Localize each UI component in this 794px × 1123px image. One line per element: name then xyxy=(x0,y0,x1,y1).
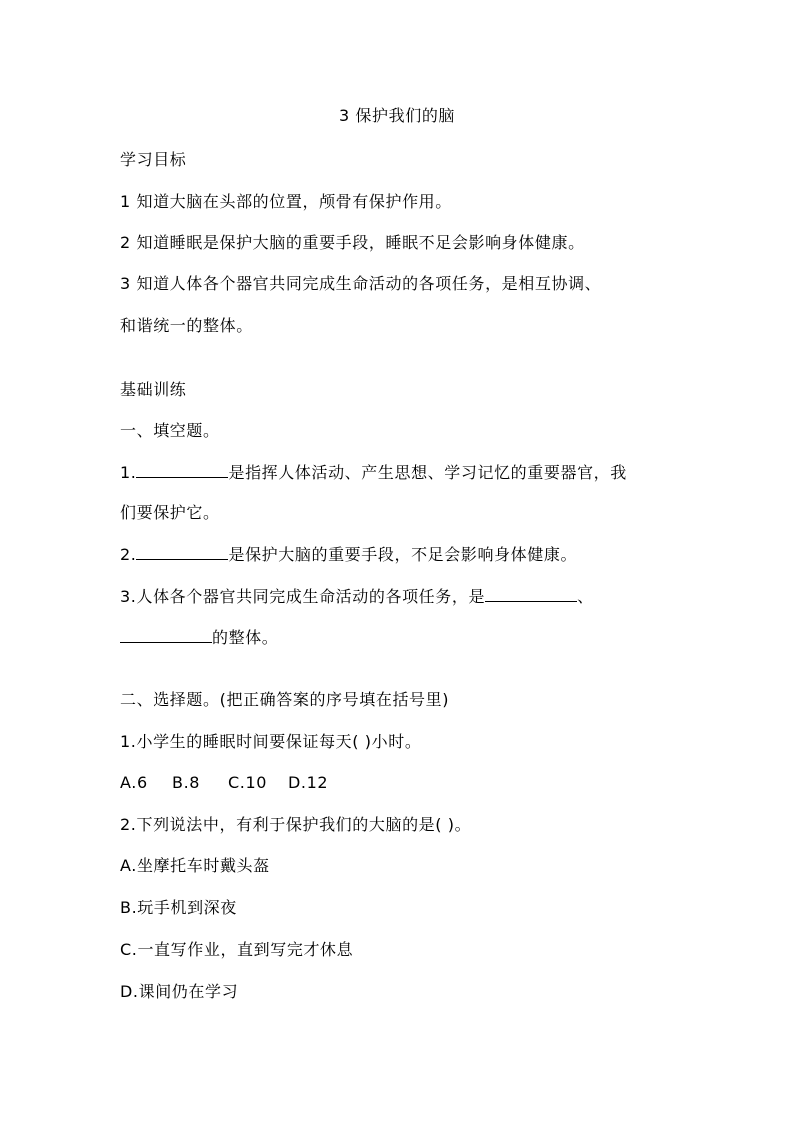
fill-question-1 xyxy=(120,462,627,483)
objectives-heading: 学习目标 xyxy=(120,150,187,169)
option-d: D.12 xyxy=(288,773,329,792)
choice-question-1-options xyxy=(120,773,328,793)
fill-question-1-continued: 们要保护它。 xyxy=(120,503,220,522)
option-c: C.一直写作业，直到写完才休息 xyxy=(120,940,354,959)
objective-item-continued: 和谐统一的整体。 xyxy=(120,316,253,335)
question-number: 2. xyxy=(120,545,137,564)
objective-item: 3 知道人体各个器官共同完成生命活动的各项任务，是相互协调、 xyxy=(120,274,602,293)
option-c: C.10 xyxy=(228,773,268,792)
fill-question-2 xyxy=(120,544,577,565)
option-b: B.8 xyxy=(172,773,201,792)
answer-blank[interactable] xyxy=(120,627,212,643)
fill-blank-heading: 一、填空题。 xyxy=(120,421,220,440)
question-text: 是指挥人体活动、产生思想、学习记忆的重要器官，我 xyxy=(228,463,627,482)
fill-question-3 xyxy=(120,586,594,607)
question-text: 的整体。 xyxy=(212,628,279,647)
option-a: A.坐摩托车时戴头盔 xyxy=(120,856,270,875)
basic-training-heading: 基础训练 xyxy=(120,380,187,399)
separator-text: 、 xyxy=(577,587,594,606)
choice-heading: 二、选择题。(把正确答案的序号填在括号里) xyxy=(120,690,450,709)
option-b: B.玩手机到深夜 xyxy=(120,898,237,917)
question-number: 1. xyxy=(120,463,137,482)
option-a: A.6 xyxy=(120,773,148,792)
answer-blank[interactable] xyxy=(485,586,577,602)
page-title: 3 保护我们的脑 xyxy=(338,106,456,125)
answer-blank[interactable] xyxy=(136,544,228,560)
objective-item: 2 知道睡眠是保护大脑的重要手段，睡眠不足会影响身体健康。 xyxy=(120,233,585,252)
option-d: D.课间仍在学习 xyxy=(120,982,239,1001)
choice-question-2: 2.下列说法中，有利于保护我们的大脑的是( )。 xyxy=(120,815,472,834)
question-text: 是保护大脑的重要手段，不足会影响身体健康。 xyxy=(228,545,578,564)
answer-blank[interactable] xyxy=(136,462,228,478)
question-text: 3.人体各个器官共同完成生命活动的各项任务，是 xyxy=(120,587,486,606)
objective-item: 1 知道大脑在头部的位置，颅骨有保护作用。 xyxy=(120,192,452,211)
fill-question-3-continued xyxy=(120,627,278,648)
choice-question-1: 1.小学生的睡眠时间要保证每天( )小时。 xyxy=(120,732,422,751)
